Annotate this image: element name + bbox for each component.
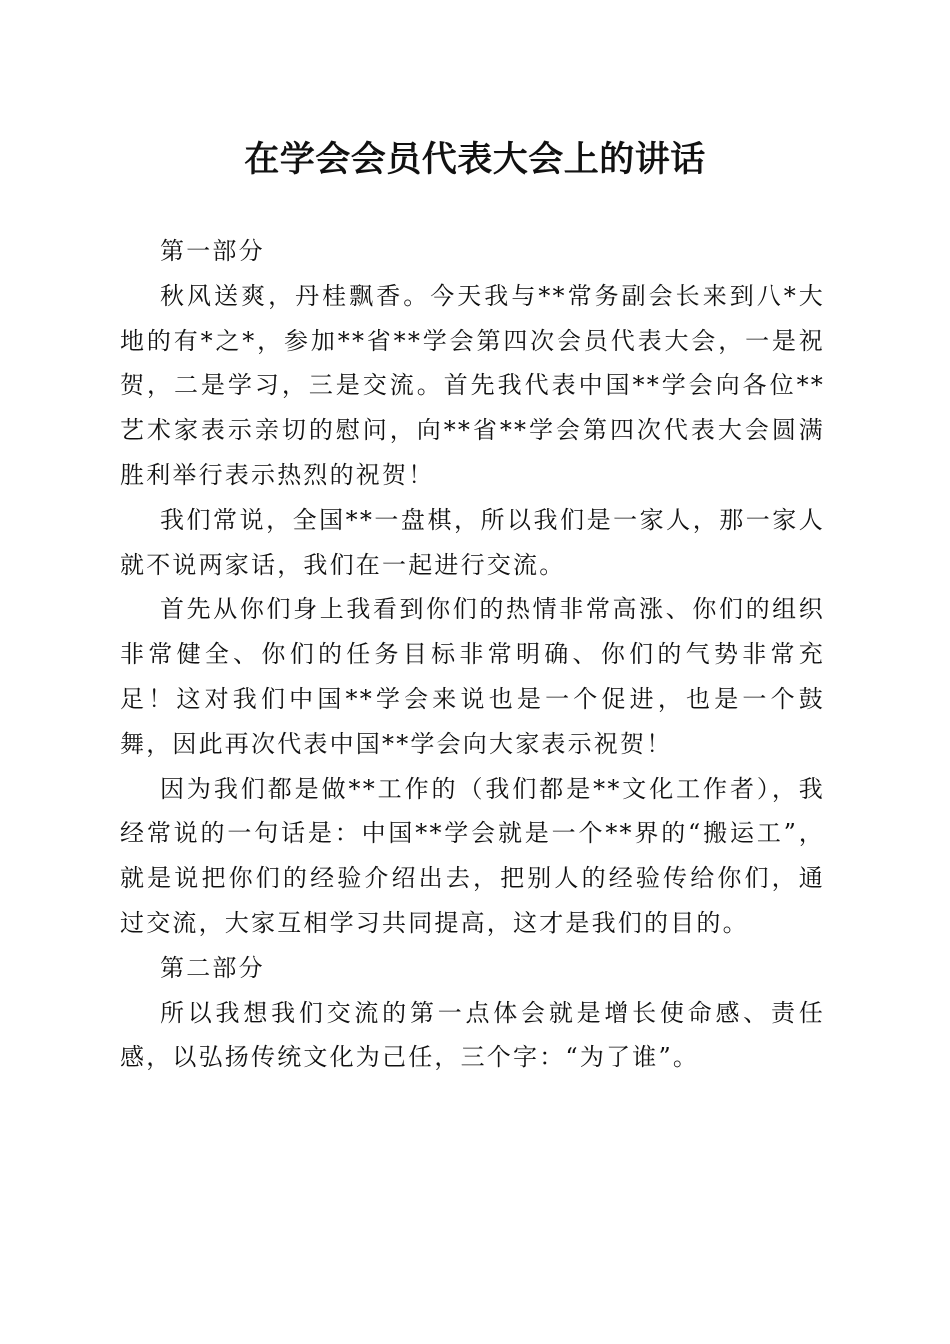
paragraph: 所以我想我们交流的第一点体会就是增长使命感、责任感，以弘扬传统文化为己任，三个字：“为了谁”。 (120, 998, 825, 1072)
paragraph: 首先从你们身上我看到你们的热情非常高涨、你们的组织非常健全、你们的任务目标非常明确、你们的气势非常充足！这对我们中国**学会来说也是一个促进，也是一个鼓舞，因此再次代表中国**学会向大家表示祝贺！ (120, 595, 825, 758)
document-title: 在学会会员代表大会上的讲话 (244, 139, 706, 180)
paragraph: 我们常说，全国**一盘棋，所以我们是一家人，那一家人就不说两家话，我们在一起进行交流。 (120, 505, 825, 579)
section-heading: 第一部分 (160, 237, 265, 265)
paragraph: 因为我们都是做**工作的（我们都是**文化工作者），我经常说的一句话是：中国**学会就是一个**界的“搬运工”，就是说把你们的经验介绍出去，把别人的经验传给你们，通过交流，大家互相学习共同提高，这才是我们的目的。 (120, 774, 825, 937)
document-body (120, 229, 825, 1080)
paragraph: 秋风送爽，丹桂飘香。今天我与**常务副会长来到八*大地的有*之*，参加**省**学会第四次会员代表大会，一是祝贺，二是学习，三是交流。首先我代表中国**学会向各位**艺术家表示亲切的慰问，向**省**学会第四次代表大会圆满胜利举行表示热烈的祝贺！ (120, 281, 825, 489)
section-heading: 第二部分 (160, 953, 265, 982)
